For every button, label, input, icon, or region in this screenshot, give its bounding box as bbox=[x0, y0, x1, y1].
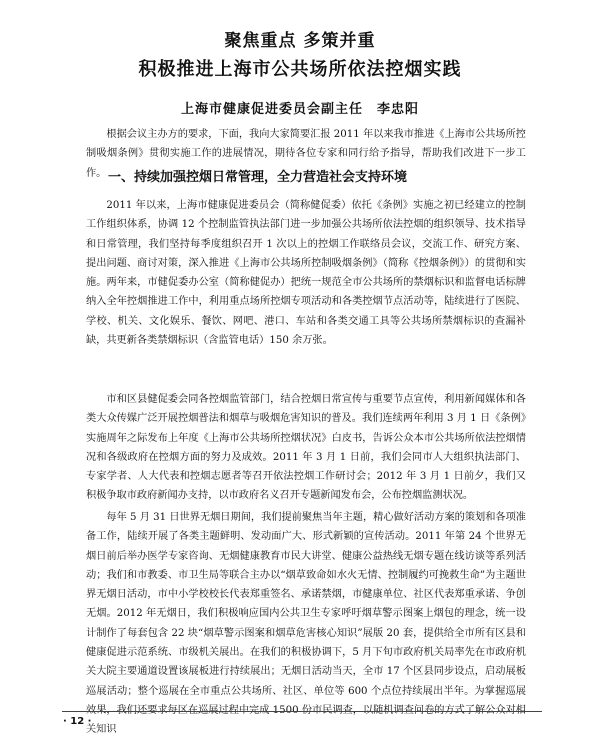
section-1-heading: 一、持续加强控烟日常管理，全力营造社会支持环境 bbox=[108, 170, 408, 185]
body-paragraph-1: 2011 年以来，上海市健康促进委员会（简称健促委）依托《条例》实施之初已经建立的控制工作组织体系，协调 12 个控制监管执法部门进一步加强公共场所依法控烟的组织领导、技术指导和日常管理，我们坚持每季度组织召开 1 次以上的控烟工作联络员会议，交流工作、研究方案、提出问题、商讨对策，深入推进《上海市公共场所控制吸烟条例》（简称《控烟条例》）的贯彻和实施。两年来，市健促委办公室（简称健促办）把统一规范全市公共场所的禁烟标识和监督电话标牌纳入全年控烟推进工作中，利用重点场所控烟专项活动和各类控烟节点活动等，陆续进行了医院、学校、机关、文化娱乐、餐饮、网吧、港口、车站和各类交通工具等公共场所禁烟标识的查漏补缺，共更新各类禁烟标识（含监管电话）150 余万张。 bbox=[86, 200, 526, 347]
page-number: · 12 · bbox=[63, 716, 92, 727]
author-byline: 上海市健康促进委员会副主任 李忠阳 bbox=[180, 102, 419, 117]
intro-paragraph: 根据会议主办方的要求，下面，我向大家简要汇报 2011 年以来我市推进《上海市公共场所控制吸烟条例》贯彻实施工作的进展情况，期待各位专家和同行给予指导，帮助我们改进下一步工作。 bbox=[86, 129, 526, 179]
title-line-2: 积极推进上海市公共场所依法控烟实践 bbox=[138, 59, 462, 80]
body-paragraph-2: 市和区县健促委会同各控烟监管部门，结合控烟日常宣传与重要节点宣传，利用新闻媒体和各类大众传媒广泛开展控烟普法和烟草与吸烟危害知识的普及。我们连续两年利用 3 月 1 日《条例》实施周年之际发布上年度《上海市公共场所控烟状况》白皮书，告诉公众本市公共场所依法控烟情况和各级政府在控烟方面的努力及成效。2011 年 3 月 1 日前，我们会同市人大组织执法部门、专家学者、人大代表和控烟志愿者等召开依法控烟工作研讨会；2012 年 3 月 1 日前夕，我们又积极争取市政府新闻办支持，以市政府名义召开专题新闻发布会，公布控烟监测状况。 bbox=[86, 394, 526, 502]
title-line-1: 聚焦重点 多策并重 bbox=[224, 31, 376, 51]
footer-rule bbox=[62, 711, 542, 712]
body-paragraph-3: 每年 5 月 31 日世界无烟日期间，我们提前聚焦当年主题，精心做好活动方案的策划和各项准备工作，陆续开展了各类主题鲜明、发动面广大、形式新颖的宣传活动。2011 年第 24 个世界无烟日前后举办医学专家咨询、无烟健康教育市民大讲堂、健康公益热线无烟专题在线访谈等系列活动；我们和市教委、市卫生局等联合主办以“烟草致命如水火无情、控制履约可挽救生命”为主题世界无烟日活动，市中小学校校长代表郑重签名、承诺禁烟，市健康单位、社区代表郑重承诺、争创无烟。2012 年无烟日，我们积极响应国内公共卫生专家呼吁烟草警示图案上烟包的理念，统一设计制作了每套包含 22 块“烟草警示图案和烟草危害核心知识”展版 20 套，提供给全市所有区县和健康促进示范系统、市级机关展出。在我们的积极协调下，5 月下旬市政府机关局率先在市政府机关大院主要通道设置该展板进行持续展出；无烟日活动当天，全市 17 个区县同步设点，启动展板巡展活动；整个巡展在全市重点公共场所、社区、单位等 600 个点位持续展出半年。为掌握巡展效果，我们还要求每区在巡展过程中完成 1500 份市民调查，以随机调查问卷的方式了解公众对相关知识 bbox=[86, 512, 526, 736]
